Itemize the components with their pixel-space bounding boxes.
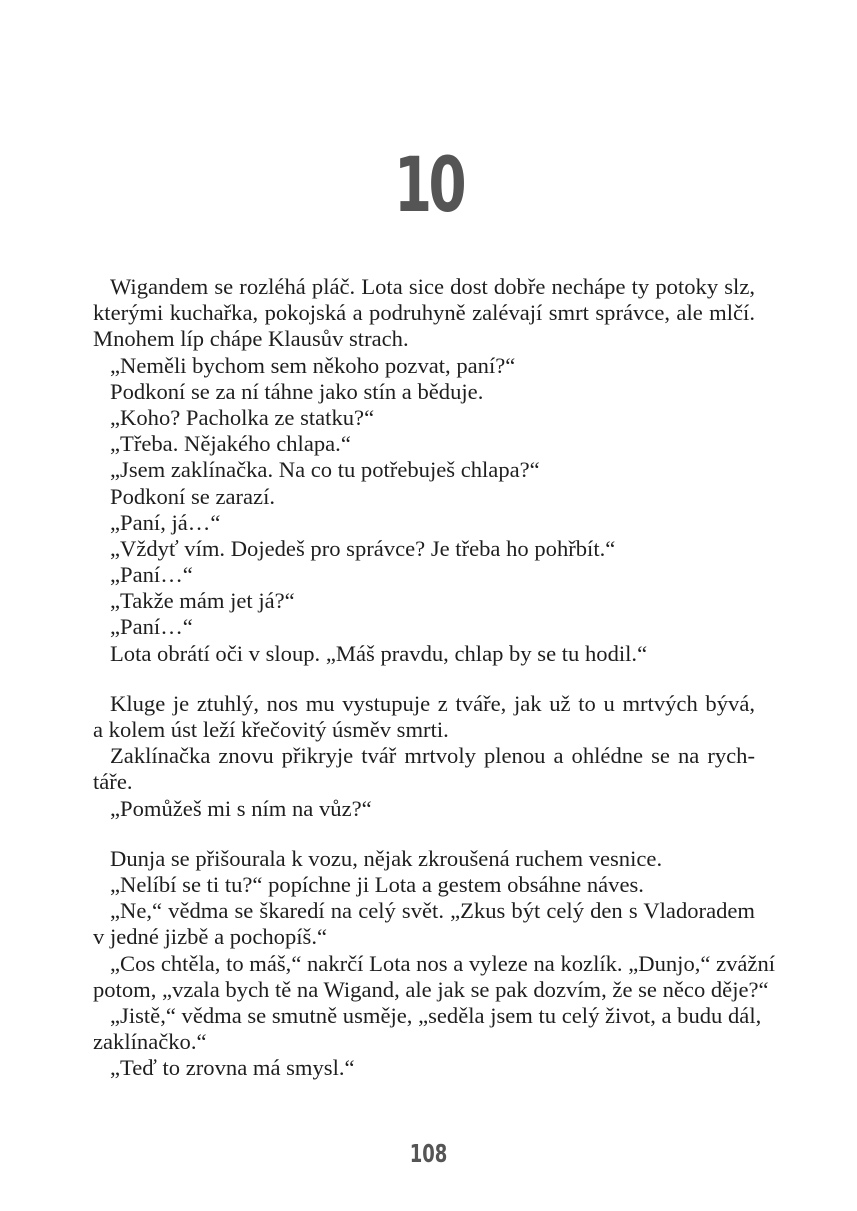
text-line: Podkoní se za ní táhne jako stín a běduje. xyxy=(110,378,484,404)
paragraph xyxy=(93,846,755,872)
text-line: Podkoní se zarazí. xyxy=(110,483,276,509)
text-line: kterými kuchařka, pokojská a podruhyně zalévají smrt správce, ale mlčí. xyxy=(93,300,755,326)
text-line: „Nelíbí se ti tu?“ popíchne ji Lota a gestem obsáhne náves. xyxy=(110,871,644,897)
paragraph xyxy=(93,1002,762,1055)
text-line: „Paní…“ xyxy=(110,614,193,640)
text-line: v jedné jizbě a pochopíš.“ xyxy=(93,924,328,950)
text-line: zaklínačko.“ xyxy=(93,1029,207,1055)
chapter-body xyxy=(93,274,776,1081)
paragraph xyxy=(93,796,755,822)
paragraph xyxy=(93,743,755,795)
text-line: „Vždyť vím. Dojedeš pro správce? Je třeba ho pohřbít.“ xyxy=(110,535,616,561)
text-line: Lota obrátí oči v sloup. „Máš pravdu, chlap by se tu hodil.“ xyxy=(110,640,648,666)
text-line: a kolem úst leží křečovitý úsměv smrti. xyxy=(93,717,449,742)
paragraph xyxy=(93,274,755,353)
paragraph xyxy=(93,898,755,950)
page-number: 108 xyxy=(409,1139,448,1168)
text-line: Dunja se přišourala k vozu, nějak zkroušená ruchem vesnice. xyxy=(110,845,663,871)
paragraph xyxy=(93,431,755,457)
text-line: „Třeba. Nějakého chlapa.“ xyxy=(110,431,351,457)
text-line: „Cos chtěla, to máš,“ nakrčí Lota nos a vyleze na kozlík. „Dunjo,“ zvážní xyxy=(110,950,776,976)
paragraph xyxy=(93,353,755,379)
text-line: táře. xyxy=(93,769,133,795)
text-line: Zaklínačka znovu přikryje tvář mrtvoly plenou a ohlédne se na rych- xyxy=(110,743,755,769)
paragraph xyxy=(93,614,755,640)
text-line: Kluge je ztuhlý, nos mu vystupuje z tváře, jak už to u mrtvých bývá, xyxy=(110,690,755,716)
text-line: Mnohem líp chápe Klausův strach. xyxy=(93,326,409,352)
section-break xyxy=(93,822,755,846)
paragraph xyxy=(93,950,776,1003)
text-line: „Paní, já…“ xyxy=(110,509,221,535)
section-break xyxy=(93,667,755,691)
text-line: Wigandem se rozléhá pláč. Lota sice dost dobře nechápe ty potoky slz, xyxy=(110,274,755,299)
paragraph xyxy=(93,588,755,614)
paragraph xyxy=(93,562,755,588)
text-line: „Jistě,“ vědma se smutně usměje, „seděla jsem tu celý život, a budu dál, xyxy=(110,1002,762,1028)
paragraph xyxy=(93,510,755,536)
paragraph xyxy=(93,379,755,405)
text-line: „Neměli bychom sem někoho pozvat, paní?“ xyxy=(110,352,516,378)
paragraph xyxy=(93,536,755,562)
paragraph xyxy=(93,405,755,431)
text-line: „Paní…“ xyxy=(110,562,193,588)
text-line: „Pomůžeš mi s ním na vůz?“ xyxy=(110,795,372,821)
paragraph xyxy=(93,641,755,667)
text-line: „Koho? Pacholka ze statku?“ xyxy=(110,404,375,430)
paragraph xyxy=(93,457,755,483)
text-line: „Jsem zaklínačka. Na co tu potřebuješ chlapa?“ xyxy=(110,457,540,483)
text-line: „Takže mám jet já?“ xyxy=(110,588,295,614)
text-line: potom, „vzala bych tě na Wigand, ale jak se pak dozvím, že se něco děje?“ xyxy=(93,976,769,1002)
text-line: „Ne,“ vědma se škaredí na celý svět. „Zkus být celý den s Vladoradem xyxy=(110,898,755,924)
paragraph xyxy=(93,1055,755,1081)
paragraph xyxy=(93,872,755,898)
text-line: „Teď to zrovna má smysl.“ xyxy=(110,1055,355,1081)
paragraph xyxy=(93,691,755,743)
chapter-number: 10 xyxy=(394,140,463,229)
paragraph xyxy=(93,484,755,510)
